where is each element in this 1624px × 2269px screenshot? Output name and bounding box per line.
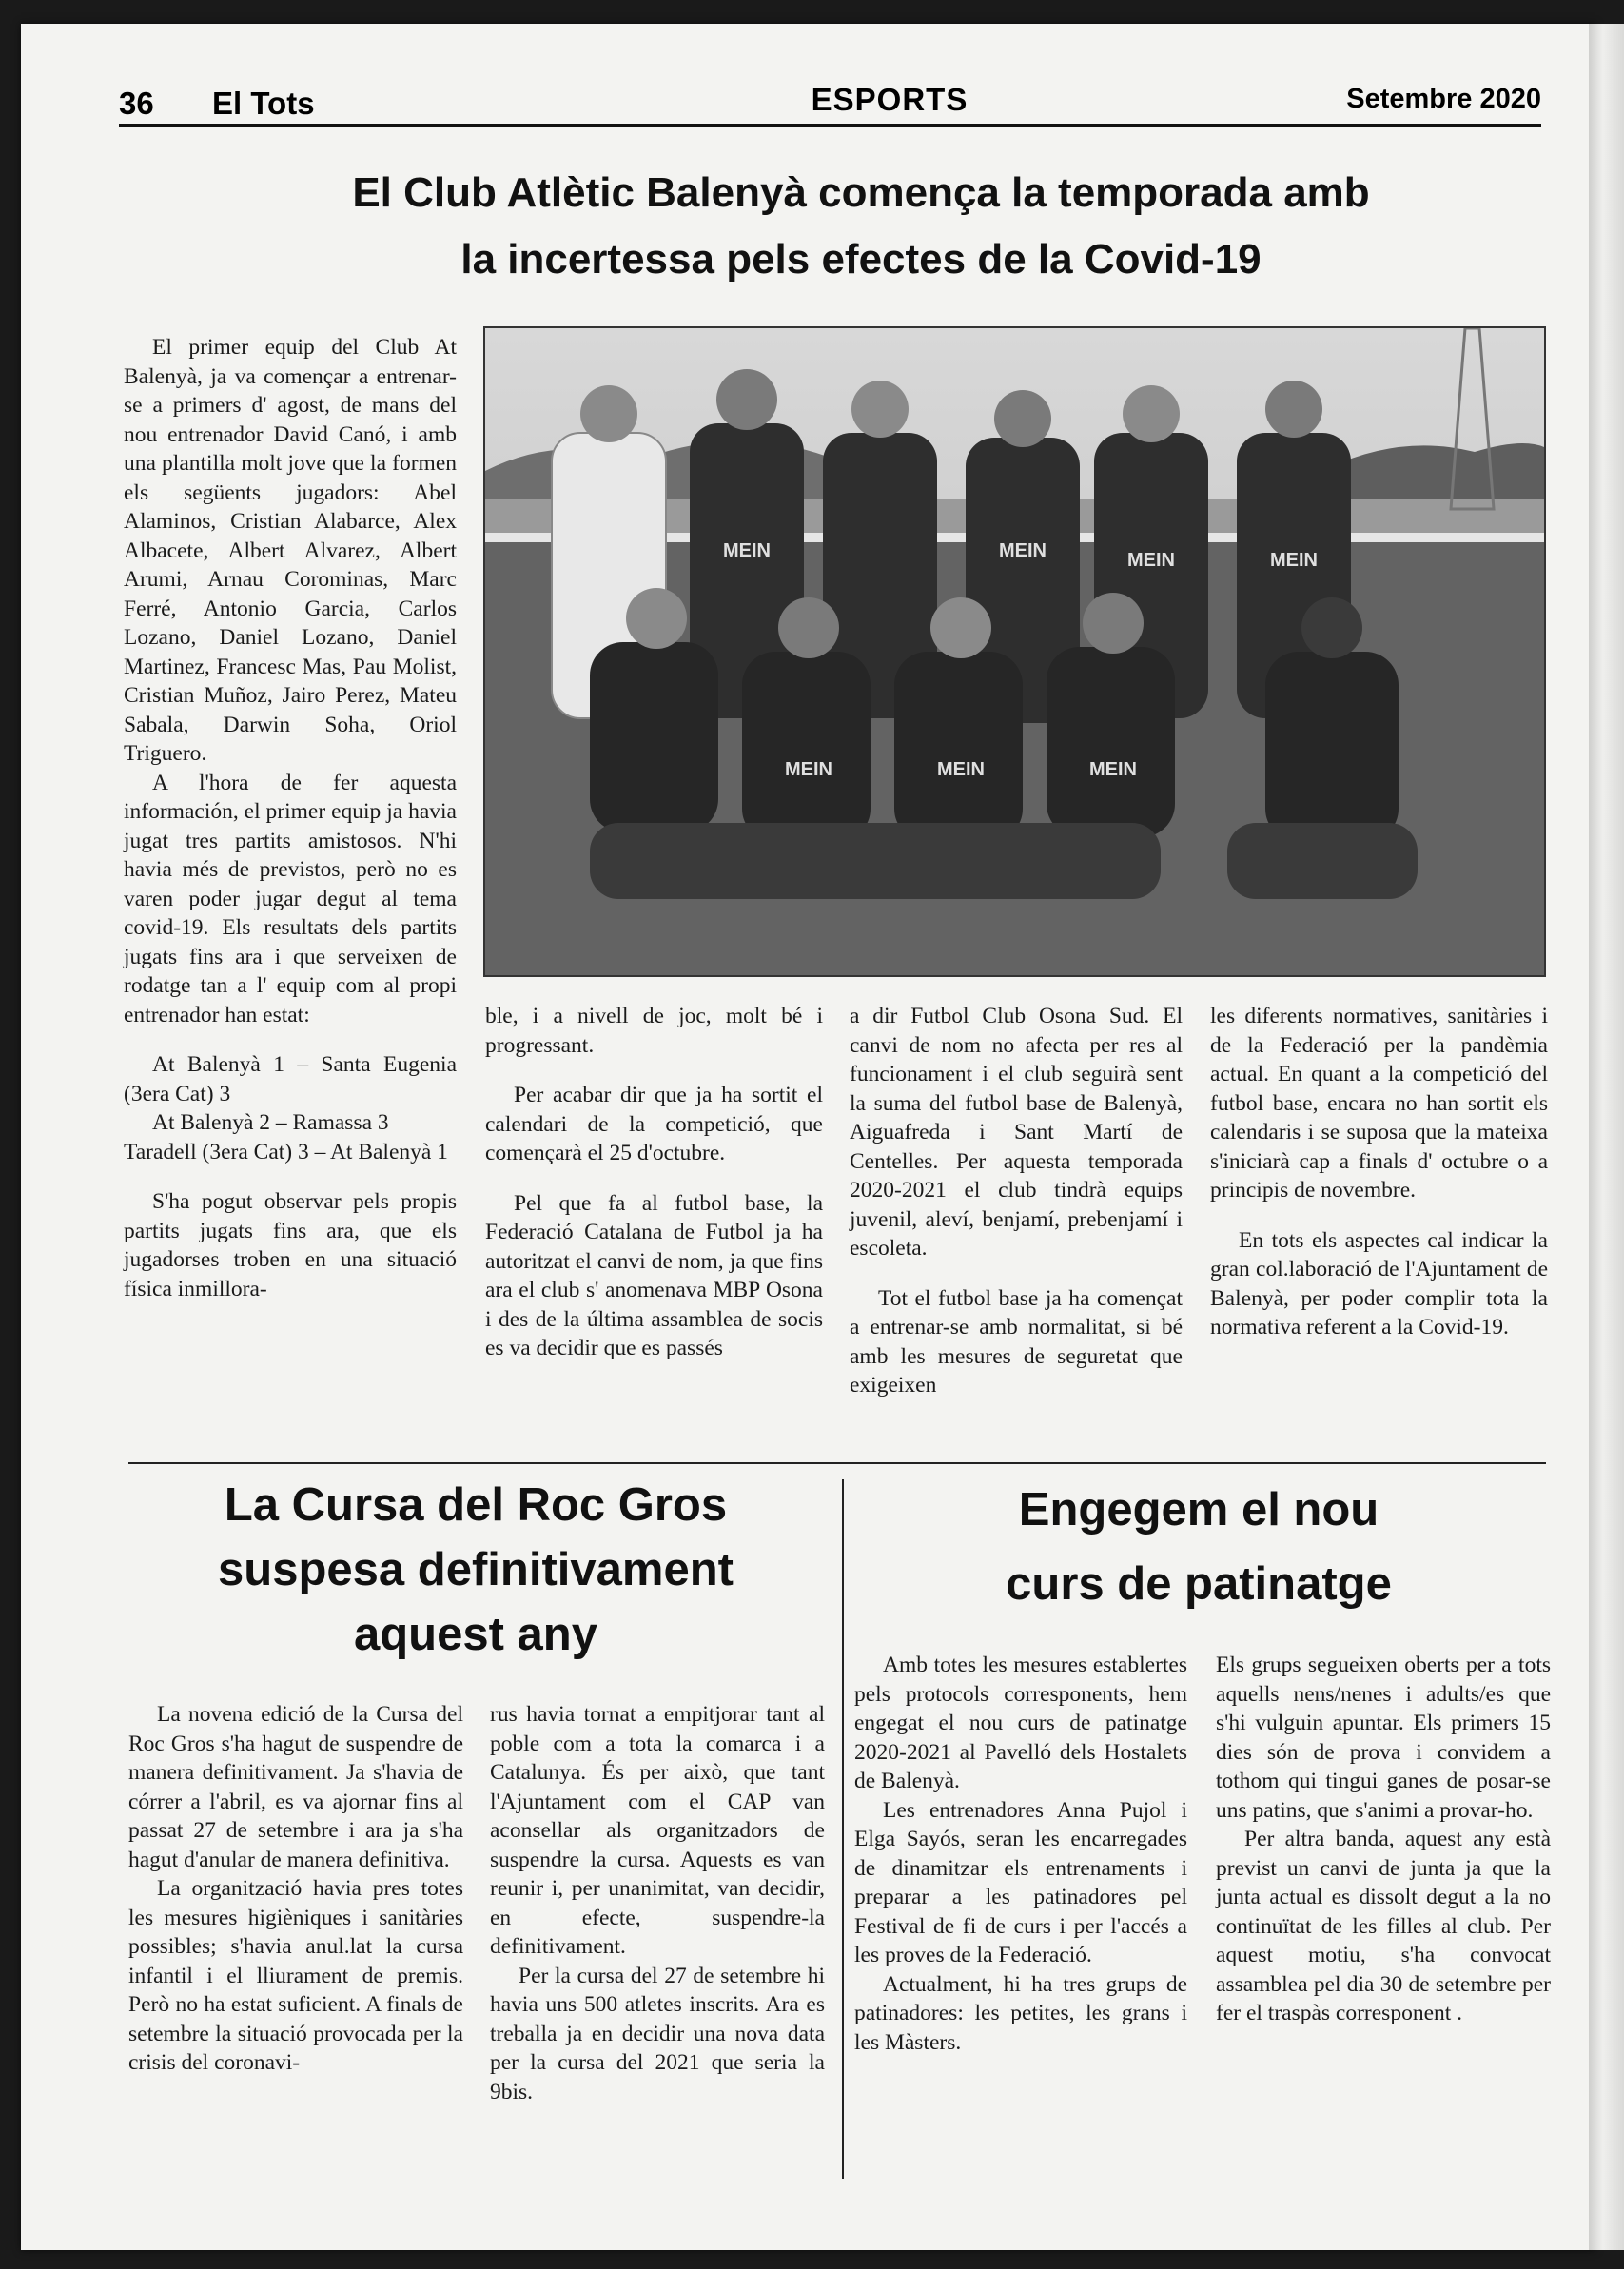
main-article-title <box>190 160 1532 293</box>
paragraph: A l'hora de fer aquesta información, el primer equip ja havia jugat tres partits amistosos. N'hi havia més de previstos, però no es varen poder jugar degut al tema covid-19. Els resultats dels partits jugats fins ara i que serveixen de rodatge tan a l' equip com al propi entrenador han estat: <box>124 770 457 1027</box>
section-divider <box>128 1462 1546 1464</box>
result-line: At Balenyà 2 – Ramassa 3 <box>152 1110 389 1135</box>
paragraph: La organització havia pres totes les mesures higièniques i sanitàries possibles; s'havia anul.lat la cursa infantil i el lliurament de premis. Però no ha estat suficient. A finals de setembre la situació provocada per la crisis del coronavi- <box>128 1876 463 2075</box>
issue-date: Setembre 2020 <box>1346 84 1541 114</box>
sponsor-logo: MEIN <box>785 759 832 780</box>
patinatge-title <box>875 1473 1522 1621</box>
sponsor-logo: MEIN <box>937 759 985 780</box>
roc-gros-col2 <box>490 1700 825 2106</box>
paragraph: rus havia tornat a empitjorar tant al poble com a tota la comarca i a Catalunya. És per això, que tant l'Ajuntament com el CAP van aconsellar als organitzadors de suspendre la cursa. Aquests es van reunir i, per unanimitat, van decidir, en efecte, suspendre-la definitivament. <box>490 1702 825 1959</box>
paragraph: En tots els aspectes cal indicar la gran col.laboració de l'Ajuntament de Balenyà, per poder complir tota la normativa referent a la Covid-19. <box>1210 1227 1548 1340</box>
title-line: la incertessa pels efectes de la Covid-19 <box>460 236 1262 283</box>
page-header <box>119 76 1541 127</box>
sponsor-logo: MEIN <box>1089 759 1137 780</box>
roc-gros-title <box>143 1473 809 1667</box>
page-binding-edge <box>1589 24 1624 2250</box>
section-name: ESPORTS <box>811 82 969 117</box>
paragraph: les diferents normatives, sanitàries i de la Federació per la pandèmia actual. En quant a la competició del futbol base, encara no han sortit els calendaris i se suposa que la mateixa s'iniciarà cap a finals d' octubre o a principis de novembre. <box>1210 1004 1548 1203</box>
title-line: aquest any <box>354 1609 597 1660</box>
paragraph: Actualment, hi ha tres grups de patinadores: les petites, les grans i les Màsters. <box>854 1971 1187 2055</box>
title-line: La Cursa del Roc Gros <box>224 1479 728 1531</box>
main-article-col2 <box>485 1002 823 1363</box>
page-number: 36 <box>119 86 154 121</box>
paragraph: Pel que fa al futbol base, la Federació Catalana de Futbol ja ha autoritzat el canvi de nom, ja que fins ara el club s' anomenava MBP Osona i des de la última assamblea de socis es va decidir que es passés <box>485 1190 823 1360</box>
paragraph: ble, i a nivell de joc, molt bé i progressant. <box>485 1004 823 1058</box>
paragraph: Per altra banda, aquest any està previst un canvi de junta ja que la junta actual es dissolt degut a la no continuïtat de les filles al club. Per aquest motiu, s'ha convocat assamblea pel dia 30 de setembre per fer el traspàs corresponent . <box>1216 1827 1551 2025</box>
sponsor-logo: MEIN <box>1270 550 1318 571</box>
magazine-name: El Tots <box>212 86 315 121</box>
main-article-col4 <box>1210 1002 1548 1342</box>
patinatge-col1 <box>854 1651 1187 2057</box>
paragraph: Els grups segueixen oberts per a tots aquells nens/nenes i adults/es que s'hi vulguin apuntar. Els primers 15 dies són de prova i convidem a tothom qui tingui ganes de posar-se uns patins, que s'animi a provar-ho. <box>1216 1653 1551 1823</box>
title-line: suspesa definitivament <box>218 1544 734 1595</box>
team-photo <box>483 326 1546 977</box>
main-article-col1 <box>124 333 457 1303</box>
paragraph: Per acabar dir que ja ha sortit el calendari de la competició, que començarà el 25 d'octubre. <box>485 1083 823 1165</box>
paragraph: El primer equip del Club At Balenyà, ja va començar a entrenar-se a primers d' agost, de mans del nou entrenador David Canó, i amb una plantilla molt jove que la formen els següents jugadors: Abel Alaminos, Cristian Alabarce, Alex Albacete, Albert Alvarez, Albert Arumi, Arnau Corominas, Marc Ferré, Antonio Garcia, Carlos Lozano, Daniel Lozano, Daniel Martinez, Francesc Mas, Pau Molist, Cristian Muñoz, Jairo Perez, Mateu Sabala, Darwin Soha, Oriol Triguero. <box>124 335 457 766</box>
title-line: Engegem el nou <box>1018 1484 1379 1535</box>
paragraph: Per la cursa del 27 de setembre hi havia uns 500 atletes inscrits. Ara es treballa ja en decidir una nova data per la cursa del 2021 que seria la 9bis. <box>490 1963 825 2104</box>
main-article-col3 <box>850 1002 1183 1400</box>
title-line: curs de patinatge <box>1006 1558 1392 1610</box>
patinatge-col2 <box>1216 1651 1551 2028</box>
result-line: At Balenyà 1 – Santa Eugenia (3era Cat) 3 <box>124 1052 457 1106</box>
paragraph: Amb totes les mesures establertes pels protocols corresponents, hem engegat el nou curs de patinatge 2020-2021 al Pavelló dels Hostalets de Balenyà. <box>854 1653 1187 1793</box>
column-divider <box>842 1479 844 2179</box>
sponsor-logo: MEIN <box>999 540 1047 561</box>
paragraph: S'ha pogut observar pels propis partits jugats fins ara, que els jugadorses troben en una situació física inmillora- <box>124 1189 457 1301</box>
result-line: Taradell (3era Cat) 3 – At Balenyà 1 <box>124 1139 448 1164</box>
sponsor-logo: MEIN <box>1127 550 1175 571</box>
paragraph: Les entrenadores Anna Pujol i Elga Sayós, seran les encarregades de dinamitzar els entrenaments i preparar a les patinadores pel Festival de fi de curs i per l'accés a les proves de la Federació. <box>854 1797 1187 1967</box>
roc-gros-col1 <box>128 1700 463 2078</box>
paragraph: Tot el futbol base ja ha començat a entrenar-se amb normalitat, si bé amb les mesures de seguretat que exigeixen <box>850 1285 1183 1398</box>
title-line: El Club Atlètic Balenyà comença la temporada amb <box>352 169 1370 216</box>
paragraph: a dir Futbol Club Osona Sud. El canvi de nom no afecta per res al funcionament i el club seguirà sent la suma del futbol base de Balenyà, Aiguafreda i Sant Martí de Centelles. Per aquesta temporada 2020-2021 el club tindrà equips juvenil, aleví, benjamí, prebenjamí i escoleta. <box>850 1004 1183 1261</box>
sponsor-logo: MEIN <box>723 540 771 561</box>
paragraph: La novena edició de la Cursa del Roc Gros s'ha hagut de suspendre de manera definitivament. Ja s'havia de córrer a l'abril, es va ajornar fins al passat 27 de setembre i ara ja s'ha hagut d'anular de manera definitiva. <box>128 1702 463 1872</box>
